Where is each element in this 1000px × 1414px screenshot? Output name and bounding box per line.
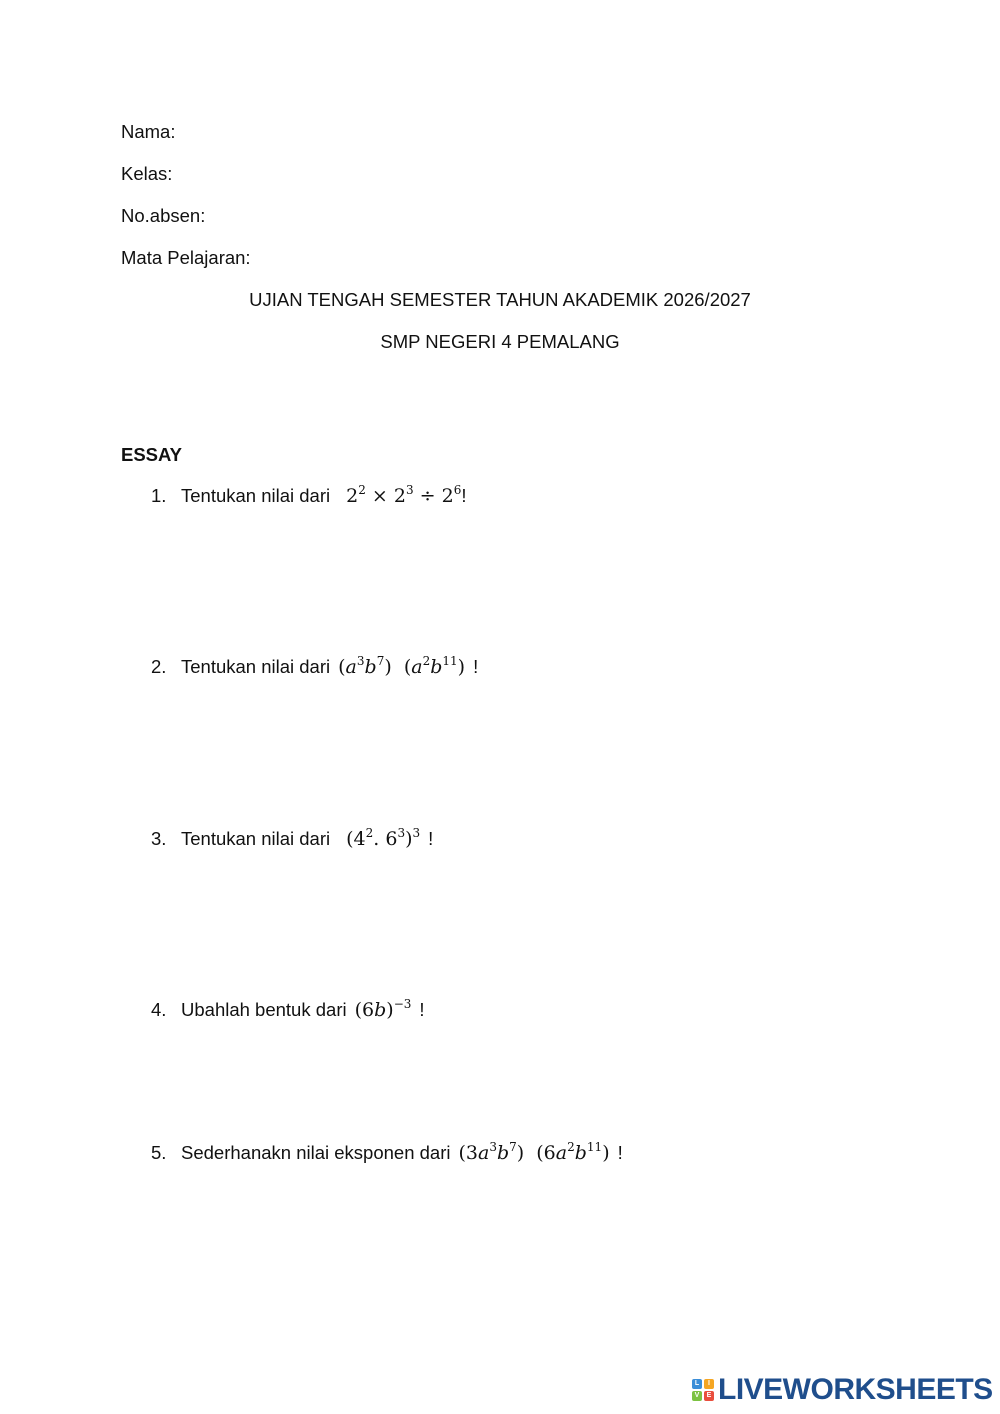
subject-field-label: Mata Pelajaran: [121,247,251,268]
liveworksheets-watermark [692,1373,993,1407]
logo-tile: L [692,1379,702,1389]
question-number: 3. [151,828,167,849]
question-end: ! [419,999,425,1020]
question-text: Ubahlah bentuk dari [181,999,347,1020]
question-number: 4. [151,999,167,1020]
question-text: Tentukan nilai dari [181,656,331,677]
name-field-label: Nama: [121,121,176,142]
math-expression: $(3a^3b^7)$ $(6a^2b^{11})$ [458,1140,610,1164]
logo-tile: V [692,1391,702,1401]
math-expression: $2^2 \times 2^3 \div 2^6$ [346,483,462,507]
logo-tile: E [704,1391,714,1401]
question-end: ! [428,828,434,849]
question-end: ! [617,1142,623,1163]
question-text: Tentukan nilai dari [181,485,331,506]
exam-title: UJIAN TENGAH SEMESTER TAHUN AKADEMIK 2026/2027 [249,289,751,310]
brand-name: LIVEWORKSHEETS [718,1373,993,1406]
question-text: Tentukan nilai dari [181,828,331,849]
question-2 [151,656,478,678]
school-name: SMP NEGERI 4 PEMALANG [380,331,620,352]
section-title: ESSAY [121,444,183,465]
question-number: 1. [151,485,167,506]
logo-tile: I [704,1379,714,1389]
math-expression: ($4^2$. $6^3)^3$ [346,826,421,850]
question-end: ! [461,485,467,506]
question-end: ! [473,656,479,677]
liveworksheets-logo-icon [692,1379,714,1401]
question-number: 2. [151,656,167,677]
math-expression: $(6b)^{-3}$ [354,997,412,1021]
absence-number-label: No.absen: [121,205,206,226]
question-number: 5. [151,1142,167,1163]
math-expression: $(a^3b^7)$ $(a^2b^{11})$ [338,654,466,678]
question-4 [151,999,425,1021]
question-1 [151,485,466,507]
question-text: Sederhanakn nilai eksponen dari [181,1142,451,1163]
question-3 [151,828,433,850]
class-field-label: Kelas: [121,163,173,184]
question-5 [151,1142,623,1164]
